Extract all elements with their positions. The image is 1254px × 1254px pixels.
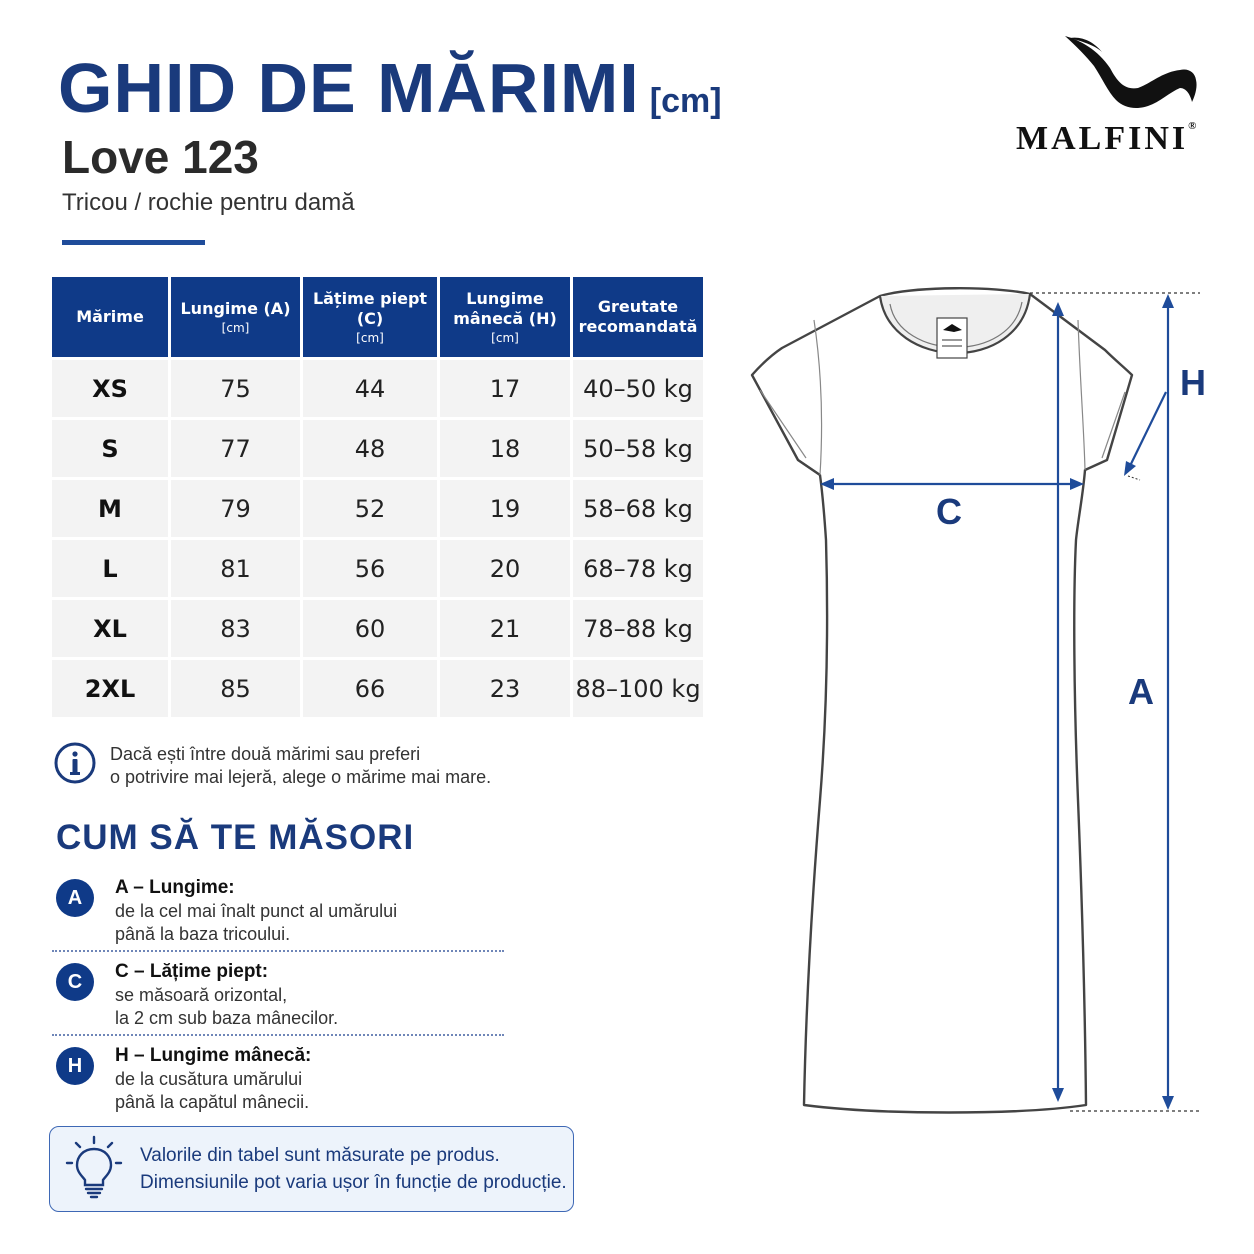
step-body — [115, 900, 515, 946]
cell-sleeve-length: 23 — [440, 660, 570, 717]
cell-chest-width: 60 — [303, 600, 437, 657]
info-line: o potrivire mai lejeră, alege o mărime mai mare. — [110, 767, 492, 787]
table-row — [52, 360, 703, 417]
column-header-sleeve-length — [440, 277, 570, 357]
title-text: GHID DE MĂRIMI — [58, 49, 640, 127]
table-row — [52, 480, 703, 537]
badge-a: A — [56, 879, 94, 917]
table-row — [52, 540, 703, 597]
table-header-row — [52, 277, 703, 357]
cell-weight: 88–100 kg — [573, 660, 703, 717]
table-row — [52, 600, 703, 657]
column-label: Lungime (A) — [180, 298, 291, 318]
cell-weight: 78–88 kg — [573, 600, 703, 657]
cell-size: 2XL — [52, 660, 168, 717]
cell-size: XL — [52, 600, 168, 657]
info-line: Dacă ești între două mărimi sau preferi — [110, 744, 421, 764]
cell-weight: 50–58 kg — [573, 420, 703, 477]
cell-length: 83 — [171, 600, 300, 657]
cell-length: 75 — [171, 360, 300, 417]
size-table — [49, 274, 706, 720]
column-header-weight — [573, 277, 703, 357]
label-h: H — [1180, 362, 1206, 403]
cell-chest-width: 48 — [303, 420, 437, 477]
lightbulb-icon — [64, 1135, 124, 1201]
column-unit: [cm] — [356, 330, 384, 345]
step-line: până la baza tricoului. — [115, 924, 291, 944]
cell-chest-width: 66 — [303, 660, 437, 717]
cell-weight: 40–50 kg — [573, 360, 703, 417]
label-a: A — [1128, 671, 1154, 712]
neck-label-tag — [937, 318, 967, 358]
note-line: Dimensiunile pot varia ușor în funcție de producție. — [140, 1172, 567, 1193]
cell-length: 79 — [171, 480, 300, 537]
step-heading: C – Lățime piept: — [115, 961, 269, 982]
column-label: Mărime — [76, 307, 144, 326]
badge-c: C — [56, 963, 94, 1001]
note-line: Valorile din tabel sunt măsurate pe produs. — [140, 1145, 500, 1166]
column-unit: [cm] — [491, 330, 519, 345]
step-line: se măsoară orizontal, — [115, 985, 288, 1005]
cell-size: M — [52, 480, 168, 537]
step-line: de la cusătura umărului — [115, 1069, 303, 1089]
column-unit: [cm] — [221, 320, 250, 335]
cell-sleeve-length: 20 — [440, 540, 570, 597]
cell-length: 85 — [171, 660, 300, 717]
cell-length: 81 — [171, 540, 300, 597]
cell-chest-width: 44 — [303, 360, 437, 417]
column-label: Lungime mânecă (H) — [453, 288, 557, 328]
accent-divider — [62, 240, 205, 245]
cell-size: XS — [52, 360, 168, 417]
column-label: Lățime piept (C) — [312, 288, 428, 328]
step-line: de la cel mai înalt punct al umărului — [115, 901, 398, 921]
cell-sleeve-length: 19 — [440, 480, 570, 537]
dress-outline — [752, 288, 1132, 1112]
title-unit: [cm] — [649, 82, 722, 120]
product-name: Love 123 — [62, 131, 259, 183]
badge-h: H — [56, 1047, 94, 1085]
column-header-chest-width — [303, 277, 437, 357]
step-body — [115, 984, 515, 1030]
brand-name-text: MALFINI — [1016, 120, 1189, 157]
label-c: C — [936, 491, 962, 532]
step-line: până la capătul mânecii. — [115, 1092, 310, 1112]
step-heading: A – Lungime: — [115, 877, 235, 898]
brand-name — [1016, 120, 1196, 158]
cell-chest-width: 52 — [303, 480, 437, 537]
cell-length: 77 — [171, 420, 300, 477]
info-icon — [54, 742, 96, 784]
table-row — [52, 420, 703, 477]
cell-sleeve-length: 18 — [440, 420, 570, 477]
cell-sleeve-length: 21 — [440, 600, 570, 657]
step-line: la 2 cm sub baza mânecilor. — [115, 1008, 339, 1028]
step-body — [115, 1068, 515, 1114]
table-row — [52, 660, 703, 717]
column-label: Greutate recomandată — [578, 297, 698, 336]
column-header-length — [171, 277, 300, 357]
measure-h-line — [1124, 392, 1166, 480]
page-title — [58, 48, 722, 128]
note-text — [140, 1142, 567, 1196]
dotted-divider — [52, 950, 504, 952]
how-to-title: CUM SĂ TE MĂSORI — [56, 818, 415, 857]
dotted-divider — [52, 1034, 504, 1036]
dress-diagram — [740, 280, 1220, 1140]
step-heading: H – Lungime mânecă: — [115, 1045, 312, 1066]
cell-weight: 68–78 kg — [573, 540, 703, 597]
product-subtitle: Tricou / rochie pentru damă — [62, 189, 355, 216]
column-header-size — [52, 277, 168, 357]
cell-chest-width: 56 — [303, 540, 437, 597]
registered-mark: ® — [1188, 120, 1197, 132]
cell-size: L — [52, 540, 168, 597]
info-text — [110, 743, 530, 789]
measurement-note — [49, 1126, 574, 1212]
cell-weight: 58–68 kg — [573, 480, 703, 537]
cell-size: S — [52, 420, 168, 477]
cell-sleeve-length: 17 — [440, 360, 570, 417]
